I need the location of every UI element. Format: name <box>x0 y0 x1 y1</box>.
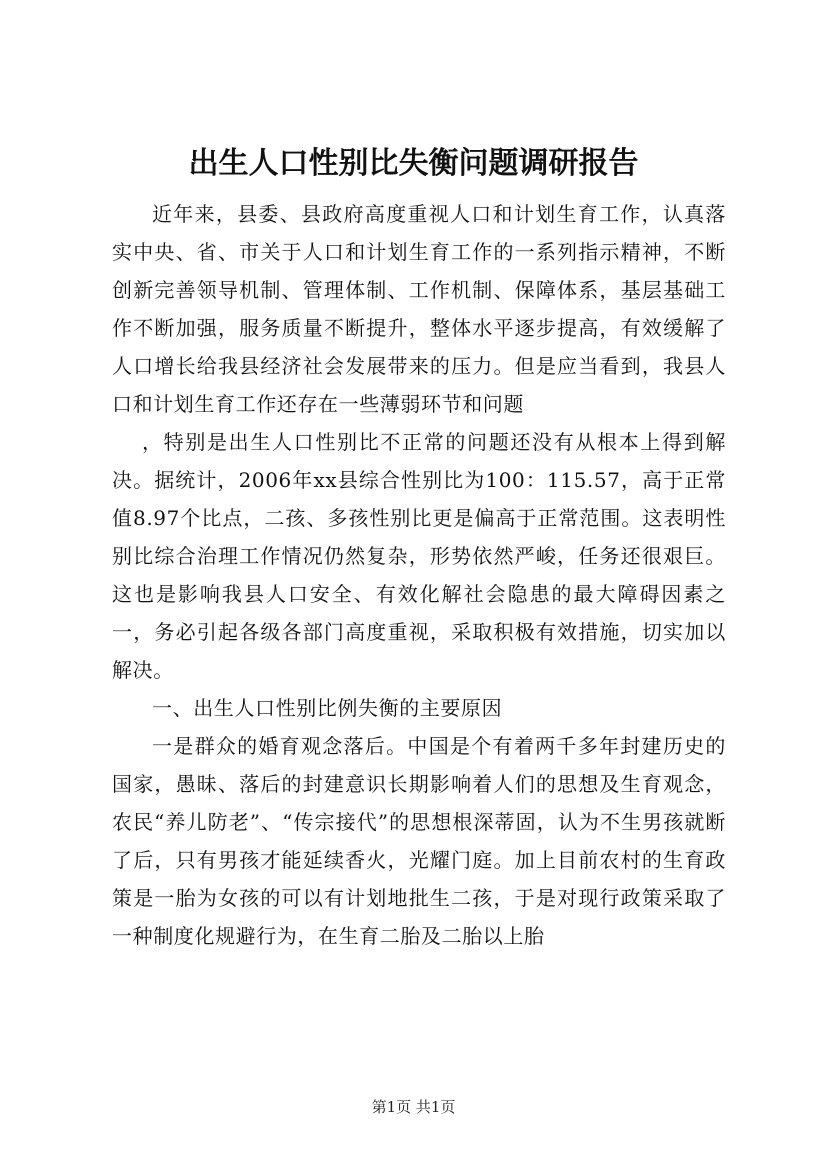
paragraph-cause-one: 一是群众的婚育观念落后。中国是个有着两千多年封建历史的国家，愚昧、落后的封建意识长期影响着人们的思想及生育观念，农民“养儿防老”、“传宗接代”的思想根深蒂固，认为不生男孩就断了后，只有男孩才能延续香火，光耀门庭。加上目前农村的生育政策是一胎为女孩的可以有计划地批生二孩，于是对现行政策采取了一种制度化规避行为，在生育二胎及二胎以上胎 <box>112 734 726 948</box>
document-title: 出生人口性别比失衡问题调研报告 <box>188 146 639 181</box>
document-body <box>112 195 726 955</box>
section-heading-causes: 一、出生人口性别比例失衡的主要原因 <box>152 696 503 720</box>
paragraph-statistics: ，特别是出生人口性别比不正常的问题还没有从根本上得到解决。据统计，2006年xx县综合性别比为100：115.57，高于正常值8.97个比点，二孩、多孩性别比更是偏高于正常范围。这表明性别比综合治理工作情况仍然复杂，形势依然严峻，任务还很艰巨。这也是影响我县人口安全、有效化解社会隐患的最大障碍因素之一，务必引起各级各部门高度重视，采取积极有效措施，切实加以解决。 <box>112 430 726 682</box>
paragraph-intro: 近年来，县委、县政府高度重视人口和计划生育工作，认真落实中央、省、市关于人口和计划生育工作的一系列指示精神，不断创新完善领导机制、管理体制、工作机制、保障体系，基层基础工作不断加强，服务质量不断提升，整体水平逐步提高，有效缓解了人口增长给我县经济社会发展带来的压力。但是应当看到，我县人口和计划生育工作还存在一些薄弱环节和问题 <box>112 202 726 416</box>
page-number-footer: 第1页 共1页 <box>371 1098 456 1116</box>
